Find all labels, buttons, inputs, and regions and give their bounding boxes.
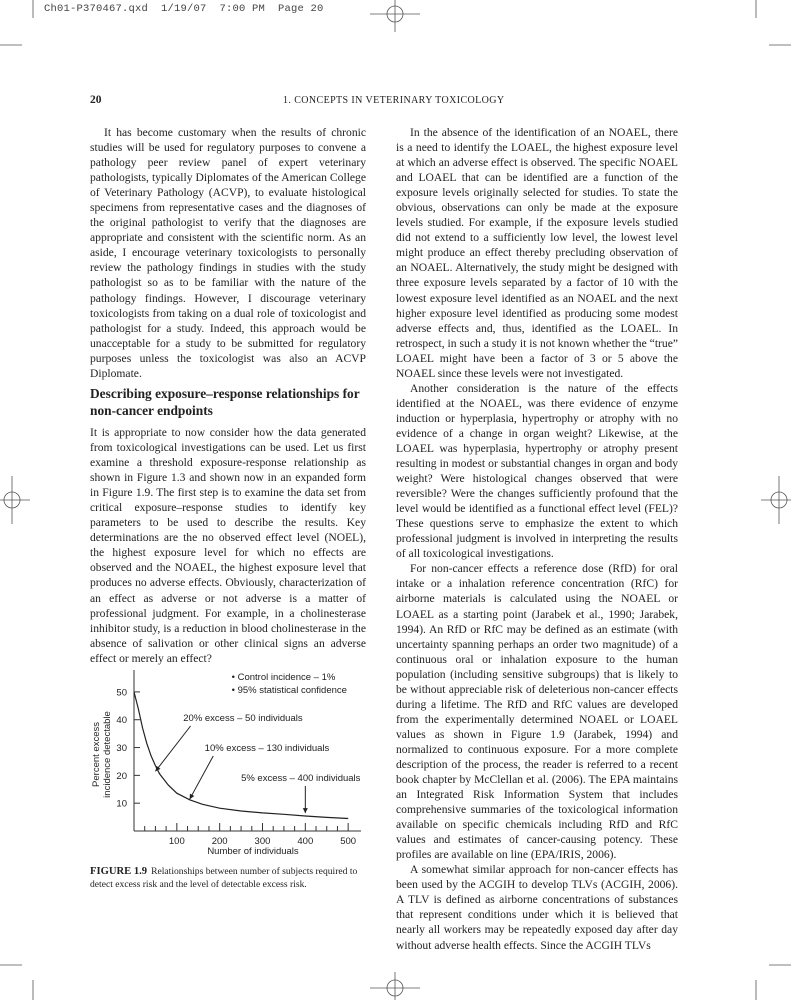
legend-entry: • Control incidence – 1% [231, 672, 336, 683]
y-tick-label: 20 [116, 770, 127, 782]
paragraph: It is appropriate to now consider how the data generated from toxicological investigations can be used. Let us first examine a threshold exposure-response relationship as shown in Figure 1.3 and shown now in an expanded form in Figure 1.9. The first step is to examine the data set from critical exposure–response studies to identify key parameters to be used to describe the results. Key determinations are the no observed effect level (NOEL), the highest exposure level for which no effects are observed and the NOAEL, the highest exposure level that produces no adverse effects. Obviously, characterization of an effect as adverse or not adverse is a matter of professional judgment. For example, in a cholinesterase inhibitor study, is a reduction in blood cholinesterase in the absence of salivation or other clinical signs an adverse effect or merely an effect? [90, 426, 366, 665]
y-tick-label: 30 [116, 743, 127, 755]
series-line [134, 692, 348, 819]
left-column-body [90, 425, 366, 666]
x-tick-label: 200 [211, 836, 228, 847]
figure-1-9 [88, 664, 374, 865]
x-tick-label: 100 [168, 836, 185, 847]
x-axis-label: Number of individuals [207, 846, 299, 857]
figure-caption-text: Relationships between number of subjects required to detect excess risk and the level of detectable excess risk. [90, 866, 358, 890]
left-column-top [90, 125, 366, 381]
y-axis-label [91, 711, 113, 798]
right-column [396, 125, 678, 953]
annotation-arrowhead [303, 808, 308, 813]
paragraph: It has become customary when the results of chronic studies will be used for regulatory purposes to convene a pathology peer review panel of expert veterinary pathologists, typically Diplomates of the American College of Veterinary Pathology (ACVP), to evaluate histological specimens from representative cases and the diagnoses of the original pathologist to verify that the diagnoses are appropriate and consistent with the scientific norm. As an aside, I encourage veterinary toxicologists to personally review the pathology findings in studies with the study pathologist so as to be familiar with the nature of the pathology findings. However, I discourage veterinary toxicologists from taking on a dual role of toxicologist and pathologist for a study. Indeed, this approach would be unacceptable for a study to be submitted for regulatory purposes unless the toxicologist was also an ACVP Diplomate. [90, 126, 366, 380]
page-number: 20 [90, 94, 102, 106]
x-tick-label: 300 [254, 836, 271, 847]
x-ticks [145, 823, 356, 847]
y-ticks [116, 687, 140, 809]
paragraph: A somewhat similar approach for non-cancer effects has been used by the ACGIH to develop TLVs (ACGIH, 2006). A TLV is defined as airborne concentrations of substances that represent conditions under which it is believed that nearly all workers may be repeatedly exposed day after day without adverse health effects. Since the ACGIH TLVs [396, 863, 678, 952]
paragraph: Another consideration is the nature of the effects identified at the NOAEL, was there evidence of enzyme induction or hyperplasia, hypertrophy or atrophy with no evidence of a change in organ weight? Likewise, at the LOAEL was hyperplasia, hypertrophy or atrophy present resulting in modest or substantial changes in organ and body weight? Were histological changes observed that were reversible? Were the changes sufficiently profound that the level would be identified as a functional effect level (FEL)? These questions serve to emphasize the extent to which professional judgment is involved in interpreting the results of all toxicological investigations. [396, 381, 678, 561]
annotation-label: 5% excess – 400 individuals [241, 773, 361, 784]
running-head: 1. CONCEPTS IN VETERINARY TOXICOLOGY [283, 95, 505, 106]
paragraph: In the absence of the identification of an NOAEL, there is a need to identify the LOAEL, the highest exposure level at which an adverse effect is observed. The specific NOAEL and LOAEL that can be identified are a function of the exposure levels originally selected for studies. To state the obvious, observations can only be made at the exposure levels studied. For example, if the exposure levels studied did not extend to a sufficiently low level, the lowest level might produce an effect thereby precluding observation of an NOAEL. Alternatively, the study might be designed with three exposure levels separated by a factor of 10 with the lowest exposure level identified as an NOAEL and the next higher exposure level identified as producing some modest adverse effects and, thus, identified as the LOAEL. In retrospect, in such a study it is not known whether the “true” LOAEL might have been a factor of 3 or 5 above the NOAEL since these levels were not investigated. [396, 126, 678, 380]
x-tick-label: 500 [340, 836, 357, 847]
paragraph: For non-cancer effects a reference dose (RfD) for oral intake or a inhalation reference concentration (RfC) for airborne materials is calculated using the NOAEL or LOAEL as a starting point (Jarabek et al., 1990; Jarabek, 1994). An RfD or RfC may be defined as an estimate (with uncertainty spanning perhaps an order two magnitude) of a continuous oral or inhalation exposure to the human population (including sensitive subgroups) that is likely to be without appreciable risk of deleterious non-cancer effects during a lifetime. The RfD and RfC values are developed from the experimentally determined NOAEL or LOAEL values as shown in Figure 1.9 (Jarabek, 1994) and normalized to continuous exposure. For a more complete description of the process, the reader is referred to a recent book chapter by McClellan et al. (2006). The EPA maintains an Integrated Risk Information System that includes comprehensive summaries of the toxicological information available on specific chemicals including RfD and RfC values and estimates of cancer-causing potency. These profiles are available on line (EPA/IRIS, 2006). [396, 562, 678, 862]
x-tick-label: 400 [297, 836, 314, 847]
section-heading: Describing exposure–response relationships for non-cancer endpoints [90, 386, 360, 418]
figure-label: FIGURE 1.9 [90, 866, 148, 877]
y-tick-label: 50 [116, 687, 127, 699]
annotation-label: 20% excess – 50 individuals [183, 713, 303, 724]
chart [88, 664, 374, 860]
annotation-arrow [155, 726, 190, 771]
y-tick-label: 10 [116, 798, 127, 810]
legend [232, 672, 347, 696]
figure-caption [90, 866, 372, 892]
file-slug: Ch01-P370467.qxd 1/19/07 7:00 PM Page 20 [44, 3, 324, 15]
y-axis-label-line: incidence detectable [102, 711, 113, 798]
annotation-label: 10% excess – 130 individuals [204, 743, 330, 754]
y-tick-label: 40 [116, 715, 127, 727]
y-axis-label-line: Percent excess [91, 722, 102, 787]
annotation-arrow [190, 756, 214, 799]
legend-entry: • 95% statistical confidence [231, 685, 347, 696]
